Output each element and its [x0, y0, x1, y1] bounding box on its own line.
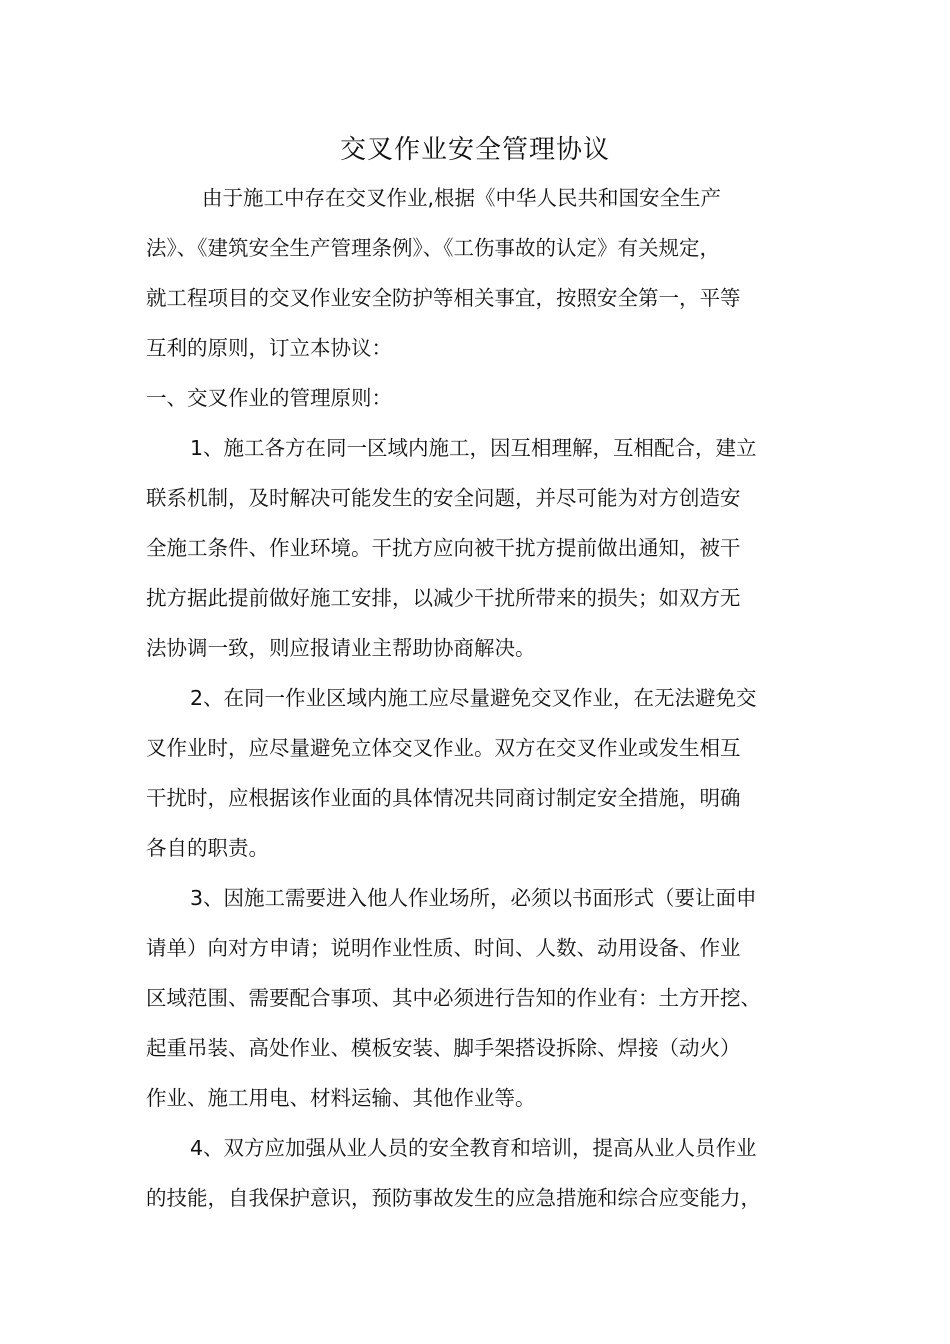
paragraph-line: 联系机制，及时解决可能发生的安全问题，并尽可能为对方创造安: [146, 486, 741, 510]
paragraph-line: 由于施工中存在交叉作业,根据《中华人民共和国安全生产: [202, 186, 722, 210]
paragraph-line: 法协调一致，则应报请业主帮助协商解决。: [146, 636, 536, 660]
paragraph-line: 起重吊装、高处作业、模板安装、脚手架搭设拆除、焊接（动火）: [146, 1036, 741, 1060]
paragraph-line: 法》、《建筑安全生产管理条例》、《工伤事故的认定》有关规定，: [146, 236, 720, 260]
paragraph-line: 1、施工各方在同一区域内施工，因互相理解，互相配合，建立: [190, 436, 757, 460]
paragraph-line: 全施工条件、作业环境。干扰方应向被干扰方提前做出通知，被干: [146, 536, 741, 560]
paragraph-line: 就工程项目的交叉作业安全防护等相关事宜，按照安全第一，平等: [146, 286, 741, 310]
paragraph-line: 互利的原则，订立本协议：: [146, 336, 392, 360]
paragraph-line: 4、双方应加强从业人员的安全教育和培训，提高从业人员作业: [190, 1136, 757, 1160]
paragraph-line: 扰方据此提前做好施工安排，以减少干扰所带来的损失；如双方无: [146, 586, 741, 610]
paragraph-line: 的技能，自我保护意识，预防事故发生的应急措施和综合应变能力，: [146, 1186, 761, 1210]
paragraph-line: 干扰时，应根据该作业面的具体情况共同商讨制定安全措施，明确: [146, 786, 741, 810]
paragraph-line: 请单）向对方申请；说明作业性质、时间、人数、动用设备、作业: [146, 936, 741, 960]
document-title: 交叉作业安全管理协议: [339, 135, 610, 165]
paragraph-line: 3、因施工需要进入他人作业场所，必须以书面形式（要让面申: [190, 886, 757, 910]
paragraph-line: 作业、施工用电、材料运输、其他作业等。: [146, 1086, 536, 1110]
paragraph-line: 叉作业时，应尽量避免立体交叉作业。双方在交叉作业或发生相互: [146, 736, 741, 760]
section-heading: 一、交叉作业的管理原则：: [146, 386, 392, 410]
paragraph-line: 2、在同一作业区域内施工应尽量避免交叉作业，在无法避免交: [190, 686, 757, 710]
paragraph-line: 各自的职责。: [146, 836, 269, 860]
paragraph-line: 区域范围、需要配合事项、其中必须进行告知的作业有：土方开挖、: [146, 986, 761, 1010]
